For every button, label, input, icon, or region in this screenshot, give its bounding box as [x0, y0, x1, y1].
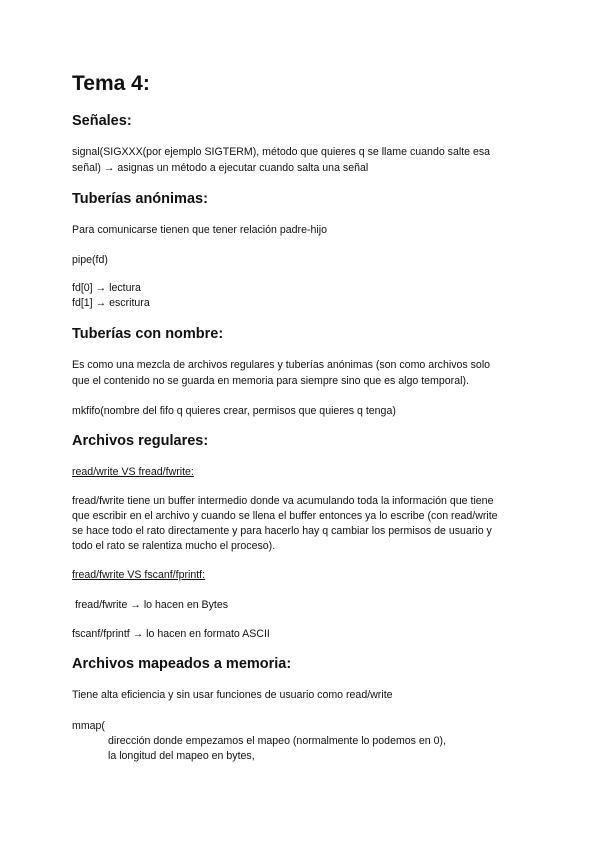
tuberias-anonimas-line-1: Para comunicarse tienen que tener relación padre-hijo [72, 224, 327, 236]
mmap-arg-1: dirección donde empezamos el mapeo (normalmente lo podemos en 0), [108, 735, 447, 747]
archivos-mapeados-line-1: Tiene alta eficiencia y sin usar funciones de usuario como read/write [72, 689, 393, 701]
mmap-call: mmap( [72, 720, 105, 732]
heading-senales: Señales: [72, 113, 132, 129]
heading-archivos-mapeados: Archivos mapeados a memoria: [72, 656, 292, 672]
senales-line-2: señal) → asignas un método a ejecutar cuando salta una señal [72, 162, 369, 174]
tuberias-anonimas-line-3: fd[0] → lectura [72, 282, 141, 294]
tuberias-nombre-line-2: que el contenido no se guarda en memoria para siempre sino que es algo temporal). [72, 375, 469, 387]
archivos-regulares-line-5: fread/fwrite → lo hacen en Bytes [72, 599, 229, 611]
tuberias-nombre-line-3: mkfifo(nombre del fifo q quieres crear, permisos que quieres q tenga) [72, 405, 396, 417]
tuberias-nombre-line-1: Es como una mezcla de archivos regulares y tuberías anónimas (son como archivos solo [72, 359, 491, 371]
archivos-regulares-para-line-3: se hace todo el rato directamente y para hacerlo hay q cambiar los permisos de usuario y [72, 525, 492, 537]
tuberias-anonimas-line-4: fd[1] → escritura [72, 297, 150, 309]
page-title: Tema 4: [72, 72, 150, 95]
heading-tuberias-anonimas: Tuberías anónimas: [72, 191, 208, 207]
archivos-regulares-subheading-1: read/write VS fread/fwrite: [72, 466, 194, 478]
heading-tuberias-nombre: Tuberías con nombre: [72, 326, 224, 342]
archivos-regulares-subheading-2: fread/fwrite VS fscanf/fprintf: [72, 569, 206, 581]
archivos-regulares-para-line-2: que escribir en el archivo y cuando se llena el buffer entonces ya lo escribe (con read/write [72, 510, 498, 522]
tuberias-anonimas-line-2: pipe(fd) [72, 254, 108, 266]
archivos-regulares-para-line-1: fread/fwrite tiene un buffer intermedio donde va acumulando toda la información que tiene [72, 495, 494, 507]
archivos-regulares-para-line-4: todo el rato se ralentiza mucho el proceso). [72, 540, 276, 552]
mmap-arg-2: la longitud del mapeo en bytes, [108, 750, 255, 762]
senales-line-1: signal(SIGXXX(por ejemplo SIGTERM), método que quieres q se llame cuando salte esa [72, 146, 491, 158]
archivos-regulares-line-6: fscanf/fprintf → lo hacen en formato ASCII [72, 628, 270, 640]
heading-archivos-regulares: Archivos regulares: [72, 433, 209, 449]
